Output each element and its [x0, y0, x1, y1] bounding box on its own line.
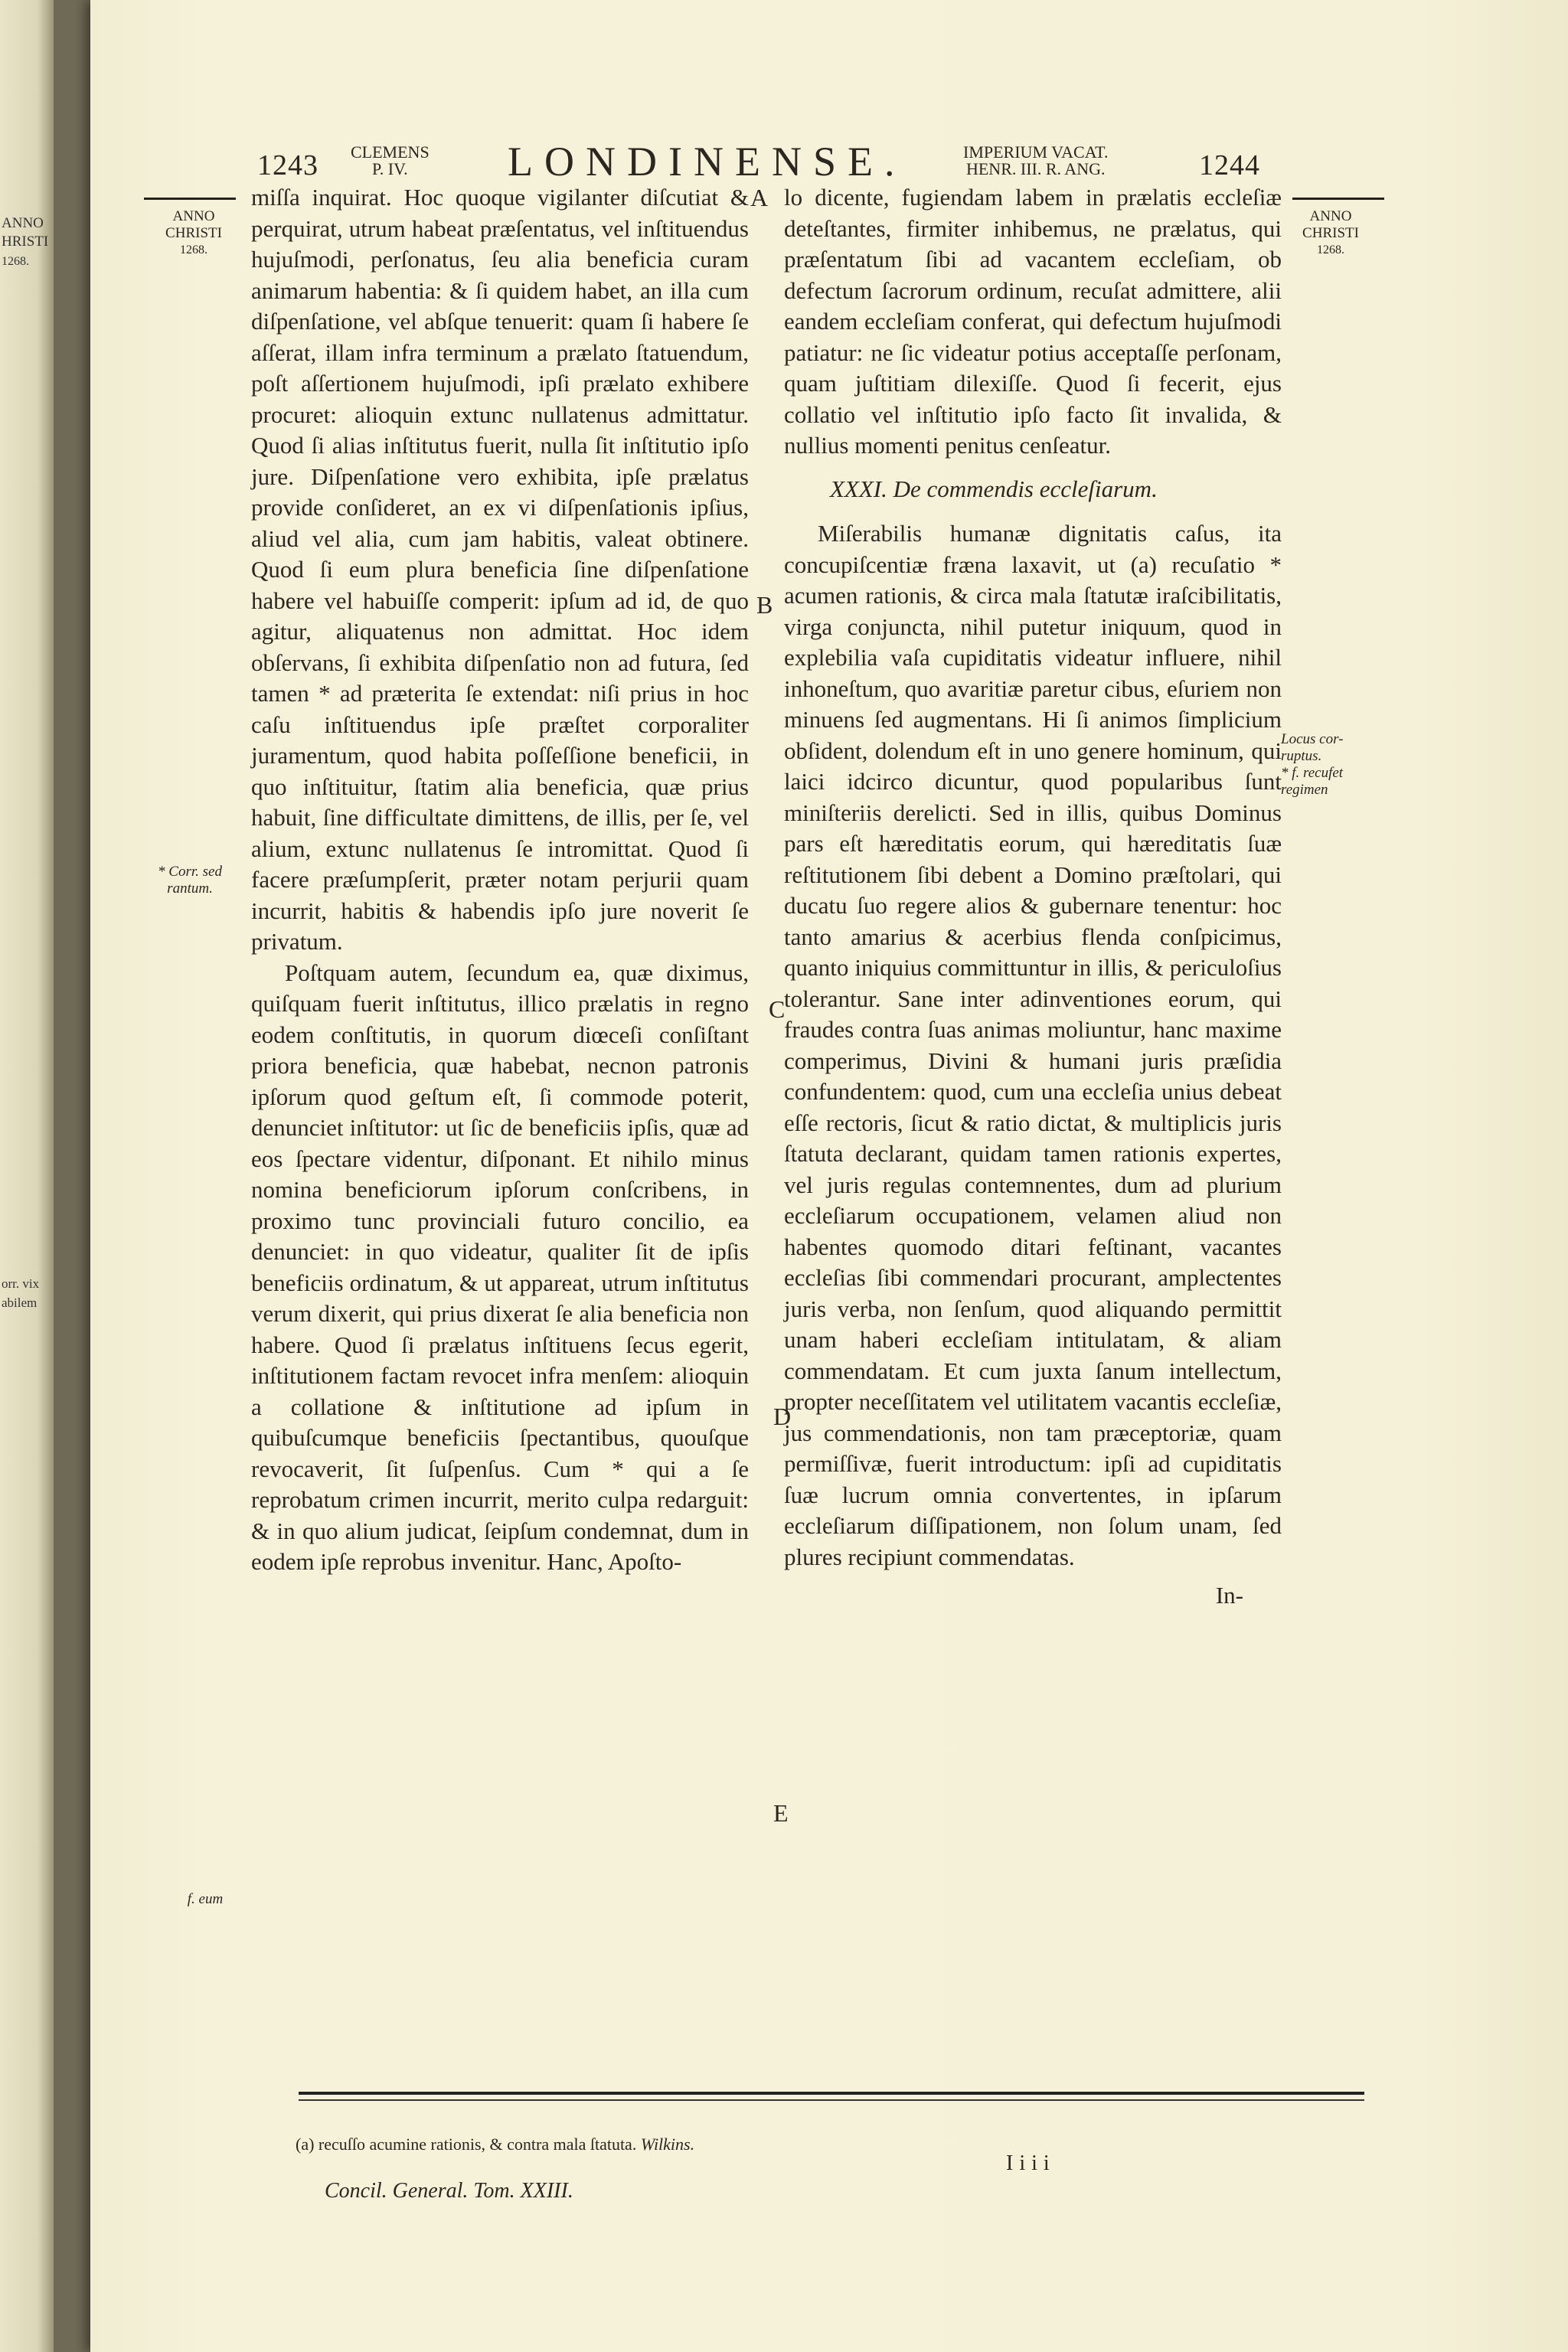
right-anno-christi: ANNO CHRISTI 1268. [1302, 208, 1359, 256]
left-head-pope: CLEMENS P. IV. [351, 142, 430, 178]
left-text-column [251, 182, 749, 1578]
footer-rule [299, 2092, 1364, 2095]
book-page [90, 0, 1568, 2352]
right-paragraph-2: Miſerabilis humanæ dignitatis caſus, ita concupiſcentiæ fræna laxavit, ut (a) recuſatio * acumen rationis, & circa mala ſtatutæ iraſcibilitatis, virga conjuncta, nihil putetur iniquum, quod in explebilia vaſa cupiditatis videatur influere, nihil inhoneſtum, quo avaritiæ paretur cibus, eſuriem non minuens ſed augmentans. Hi ſi animos ſimplicium obſident, dolendum eſt in uno genere hominum, qui laici idcirco dicuntur, quod popularibus ſunt miniſteriis derelicti. Sed in illis, quibus Dominus pars eſt hæreditatis eorum, qui hæreditatis ſuæ reſtitutionem ſibi debent a Domino præſtolari, qui ducatu ſuo regere alios & gubernare tenentur: hoc tanto amarius & acerbius flenda conſpicimus, quanto iniquius committuntur in illis, & periculoſius tolerantur. Sane inter adinventiones eorum, qui fraudes contra ſuas animas moliuntur, hanc maxime comperimus, Divini & humani juris præſidia confundentem: quod, cum una eccleſia unius debeat eſſe rectoris, ſicut & ratio dictat, & multiplicis juris ſtatuta declarant, quidam tamen rationis expertes, vel juris regulas contemnentes, dum ad plurium eccleſiarum occupationem, velamen aliud non habentes quomodo ditari feſtinant, vacantes eccleſias ſibi commendari procurant, amplectentes juris verba, non ſenſum, quod aliquando permittit unam haberi eccleſiam intitulatam, & aliam commendatam. Et cum juxta ſanum intellectum, propter neceſſitatem vel utilitatem vacantis eccleſiæ, jus commendationis, non tam præceptoriæ, quam permiſſivæ, fuerit introductum: ipſi ad cupiditatis ſuæ lucrum omnia convertentes, in ipſarum eccleſiarum diſſipationem, non ſolum unam, ſed plures recipiunt commendatas. [784, 520, 1282, 1570]
margin-note-eum: f. eum [187, 1891, 224, 1907]
section-letter-b: B [756, 591, 773, 619]
section-heading: XXXI. De commendis eccleſiarum. [830, 475, 1158, 502]
signature-mark: Iiii [1006, 2151, 1056, 2175]
left-margin-rule [144, 198, 236, 200]
prev-margin-year: 1268. [2, 255, 29, 268]
catchword: In- [1215, 1582, 1243, 1609]
margin-note-corr: * Corr. sed rantum. [158, 864, 222, 897]
right-text-column [784, 182, 1282, 1612]
left-anno-christi: ANNO CHRISTI 1268. [165, 208, 222, 256]
volume-line: Concil. General. Tom. XXIII. [325, 2179, 573, 2203]
prev-margin-note-2: abilem [2, 1295, 38, 1310]
page-title: LONDINENSE. [508, 139, 906, 185]
left-paragraph-2: Poſtquam autem, ſecundum ea, quæ diximus, quiſquam fuerit inſtitutus, illico prælatis in regno eodem conſtitutis, in quorum diœceſi conſiſtant priora beneficia, quæ habebat, necnon patronis ipſorum quod geſtum eſt, ſi commode poterit, denunciet inſtitutor: ut ſic de beneficiis ipſis, quæ ad eos ſpectare videntur, diſponant. Et nihilo minus nomina beneficiorum ipſorum conſcribens, in proximo tunc provinciali futuro concilio, ea denunciet: in quo videatur, qualiter ſit de ipſis beneficiis ordinatum, & ut appareat, utrum inſtitutus verum dixerit, qui prius dixerat ſe alia beneficia non habere. Quod ſi prælatus inſtituens ſecus egerit, inſtitutionem factam revocet infra menſem: alioquin a collatione & inſtitutione ad ipſum in quibuſcumque beneficiis ſpectantibus, quouſque revocaverit, ſit ſuſpenſus. Cum * qui a ſe reprobatum crimen incurrit, merito culpa redarguit: & in quo alium judicat, ſeipſum condemnat, dum in eodem ipſe reprobus invenitur. Hanc, Apoſto- [251, 959, 749, 1575]
prev-margin-note: orr. vix [2, 1276, 40, 1291]
right-paragraph-1: lo dicente, fugiendam labem in prælatis eccleſiæ deteſtantes, firmiter inhibemus, ne prælatus, qui præſentatum ſibi ad vacantem eccleſiam, ob defectum ſacrorum ordinum, recuſat admittere, alii eandem eccleſiam conferat, qui defectum hujuſmodi patiatur: ne ſic videatur potius acceptaſſe perſonam, quam juſtitiam dilexiſſe. Quod ſi fecerit, ejus collatio vel inſtitutio ipſo facto ſit invalida, & nullius momenti penitus cenſeatur. [784, 184, 1282, 459]
section-letter-e: E [773, 1799, 789, 1827]
prev-margin-anno: ANNO [2, 215, 44, 231]
footer-rule-thin [299, 2099, 1364, 2101]
section-letter-c: C [769, 995, 786, 1023]
margin-note-locus: Locus cor- ruptus. * f. recufet regimen [1281, 731, 1344, 798]
right-page-number: 1244 [1199, 149, 1260, 181]
footnote-source: Wilkins. [640, 2135, 695, 2154]
prev-margin-christi: HRISTI [2, 234, 49, 250]
right-margin-rule [1292, 198, 1384, 200]
right-head-imperium: IMPERIUM VACAT. HENR. III. R. ANG. [963, 142, 1109, 178]
footnote: (a) recuſſo acumine rationis, & contra mala ſtatuta. Wilkins. [296, 2135, 695, 2154]
left-paragraph-1: miſſa inquirat. Hoc quoque vigilanter diſcutiat & perquirat, utrum habeat præſentatus, vel inſtituendus hujuſmodi, perſonatus, ſeu alia beneficia curam animarum habentia: & ſi quidem habet, an illa cum diſpenſatione, vel abſque tenuerit: quam ſi habere ſe aſſerat, illam infra terminum a prælato ſtatuendum, poſt aſſertionem hujuſmodi, ipſi prælato exhibere procuret: alioquin extunc nullatenus admittatur. Quod ſi alias inſtitutus fuerit, nulla ſit inſtitutio ipſo jure. Diſpenſatione vero exhibita, ipſe prælatus provide conſideret, an ex vi diſpenſationis ipſius, aliud vel alia, cum jam habitis, valeat obtinere. Quod ſi eum plura beneficia ſine diſpenſatione habere vel habuiſſe comperit: ipſum ad id, de quo agitur, aliquatenus non admittat. Hoc idem obſervans, ſi exhibita diſpenſatio non ad futura, ſed tamen * ad præterita ſe extendat: niſi prius in hoc caſu inſtituendus ipſe præſtet corporaliter juramentum, quod habita poſſeſſione beneficii, in quo inſtituitur, ſtatim alia beneficia, quæ prius habuit, ſine difficultate dimittens, de illis, per ſe, vel alium, extunc nullatenus ſe intromittat. Quod ſi facere præſumpſerit, præter notam perjurii quam incurrit, habitis & habendis ipſo jure noverit ſe privatum. [251, 184, 749, 955]
previous-page-edge [0, 0, 54, 2352]
section-letter-a: A [750, 184, 769, 211]
left-page-number: 1243 [257, 149, 318, 181]
section-letter-d: D [773, 1403, 792, 1430]
